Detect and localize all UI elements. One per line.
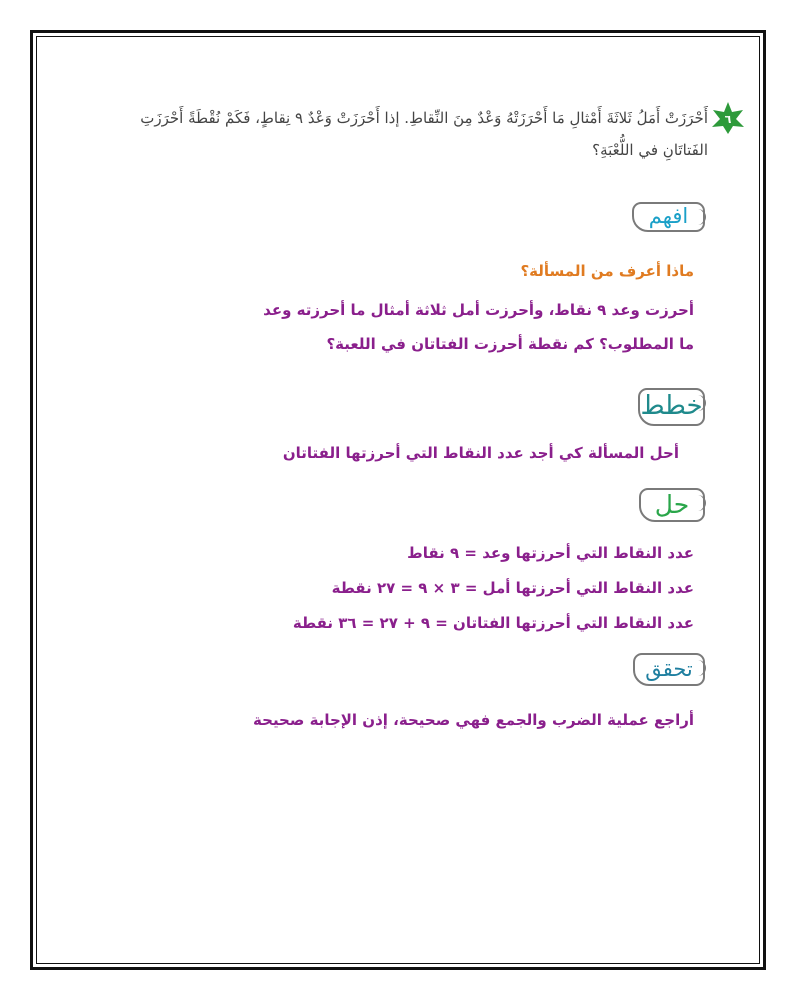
understand-question: ماذا أعرف من المسألة؟ <box>520 262 694 280</box>
solve-step-3: عدد النقاط التي أحرزتها الفتاتان = ٩ + ٢٧ = ٣٦ نقطة <box>292 614 694 632</box>
plan-text: أحل المسألة كي أجد عدد النقاط التي أحرزتها الفتاتان <box>282 444 679 462</box>
solve-step-1: عدد النقاط التي أحرزتها وعد = ٩ نقاط <box>407 544 694 562</box>
understand-label-badge <box>632 202 705 232</box>
plan-label-badge <box>638 388 705 426</box>
badge-tail <box>698 495 706 511</box>
badge-tail <box>698 660 706 676</box>
check-label: تحقق <box>645 657 693 681</box>
check-text: أراجع عملية الضرب والجمع فهي صحيحة، إذن الإجابة صحيحة <box>253 711 694 729</box>
problem-line-1: أَحْرَزَتْ أَمَلُ ثَلاثَةَ أَمْثالِ مَا أَحْرَزَتْهُ وَعْدٌ مِنَ النِّقاطِ. إذا أَحْرَزَتْ وَعْدٌ ٩ نِقاطٍ، فَكَمْ نُقْطَةً أَحْرَزَتِ <box>140 109 708 127</box>
solve-step-2: عدد النقاط التي أحرزتها أمل = ٣ × ٩ = ٢٧ نقطة <box>331 579 694 597</box>
problem-number-star-icon <box>711 101 745 135</box>
problem-line-2: الفَتاتَانِ في اللُّعْبَةِ؟ <box>592 141 708 159</box>
solve-label-badge <box>639 488 705 522</box>
understand-required: ما المطلوب؟ كم نقطة أحرزت الفتاتان في اللعبة؟ <box>326 335 694 353</box>
understand-known: أحرزت وعد ٩ نقاط، وأحرزت أمل ثلاثة أمثال ما أحرزته وعد <box>263 301 694 319</box>
problem-number: ٦ <box>724 113 732 126</box>
understand-label: افهم <box>648 204 689 228</box>
badge-tail <box>698 209 706 225</box>
solve-label: حل <box>654 490 690 519</box>
badge-tail <box>698 395 706 411</box>
plan-label: خطط <box>640 391 703 421</box>
check-label-badge <box>633 653 705 686</box>
